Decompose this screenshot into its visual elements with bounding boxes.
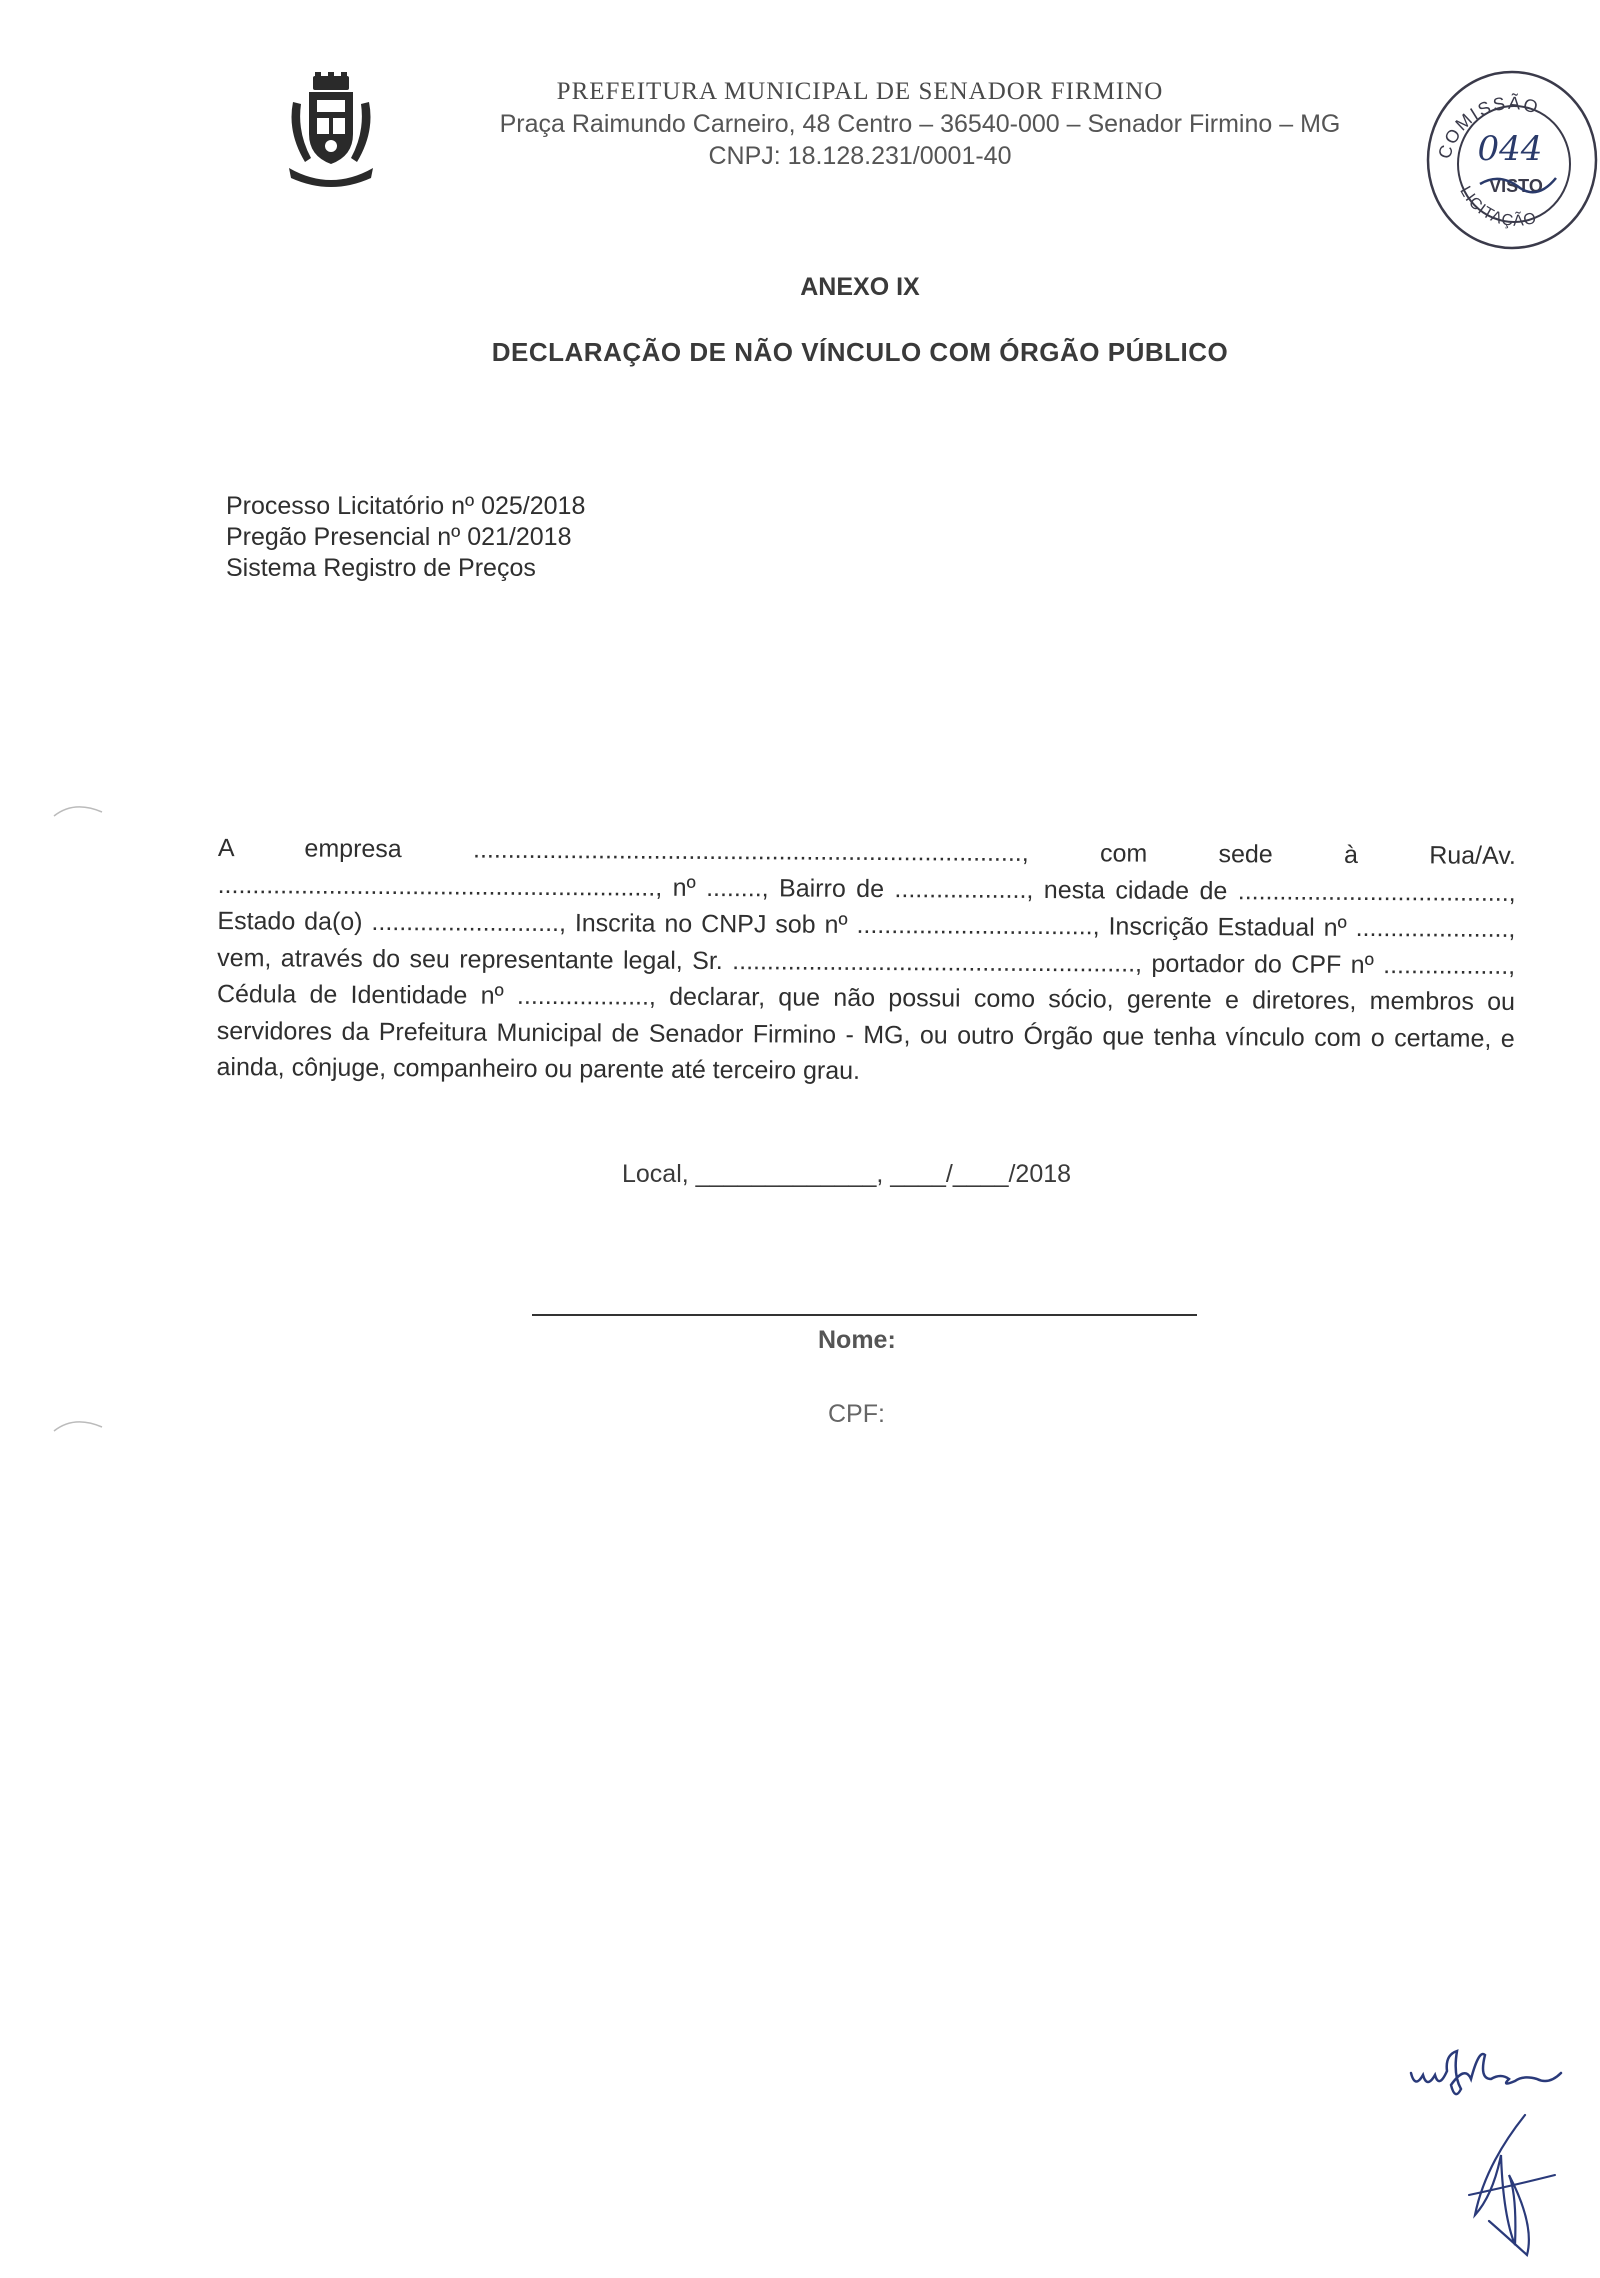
commission-stamp [1420,60,1600,250]
org-name: PREFEITURA MUNICIPAL DE SENADOR FIRMINO [556,78,1164,105]
name-label: Nome: [818,1326,896,1354]
punch-hole-mark [50,1415,110,1435]
annex-title: ANEXO IX [800,273,920,301]
reference-process: Processo Licitatório nº 025/2018 [226,492,586,520]
stamp-number: 044 [1477,129,1543,169]
reference-system: Sistema Registro de Preços [226,554,536,582]
signature-line [532,1314,1197,1316]
org-address: Praça Raimundo Carneiro, 48 Centro – 36540-000 – Senador Firmino – MG [499,110,1341,138]
stamp-visto: VISTO [1489,176,1543,196]
municipal-crest-icon [285,72,377,190]
handwritten-initials-signature [1405,2045,1585,2265]
cpf-label: CPF: [828,1400,885,1428]
stamp-top-text: COMISSÃO [1434,92,1543,162]
declaration-body: A empresa ..............................................................................., com sede à Rua/Av. ..............................................................., nº ........, Bairro de ..................., nesta cidade de ......................................., Estado da(o) ..........................., Inscrita no CNPJ sob nº .................................., Inscrição Estadual nº ......................, vem, através do seu representante legal, Sr. .........................................................., portador do CPF nº .................., Cédula de Identidade nº ..................., declarar, que não possui como sócio, gerente e diretores, membros ou servidores da Prefeitura Municipal de Senador Firmino - MG, ou outro Órgão que tenha vínculo com o certame, e ainda, cônjuge, companheiro ou parente até terceiro grau. [216,833,1516,1085]
declaration-title: DECLARAÇÃO DE NÃO VÍNCULO COM ÓRGÃO PÚBLICO [491,337,1229,367]
stamp-bottom-text: LICITAÇÃO [1456,183,1539,230]
reference-auction: Pregão Presencial nº 021/2018 [226,523,572,551]
punch-hole-mark [50,800,110,820]
local-date-line: Local, _____________, ____/____/2018 [622,1160,1072,1188]
org-cnpj: CNPJ: 18.128.231/0001-40 [708,142,1012,170]
